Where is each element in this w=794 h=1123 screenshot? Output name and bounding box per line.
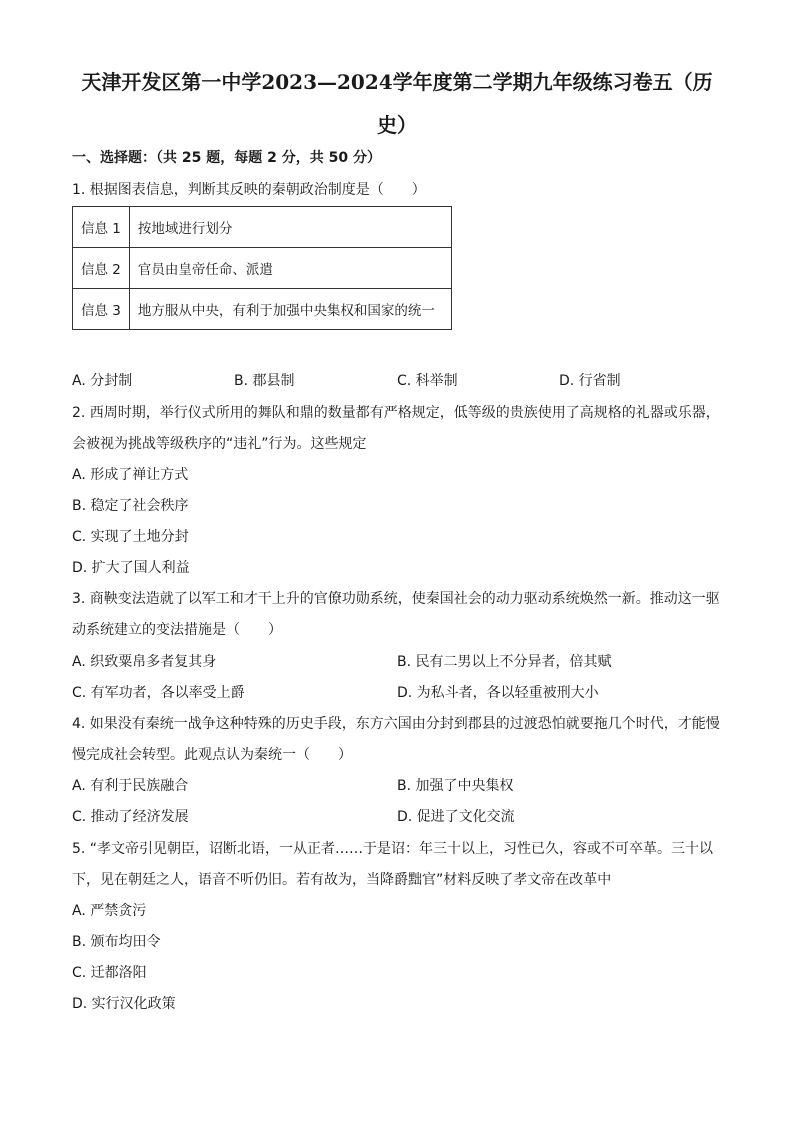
table-cell-key: 信息 3 — [73, 289, 130, 330]
question-5-stem-line1: 5. “孝文帝引见朝臣，诏断北语，一从正者……于是诏：年三十以上，习性已久，容或不可卒革。三十以 — [72, 841, 714, 857]
question-5-option-a[interactable]: A. 严禁贪污 — [72, 903, 147, 919]
question-2-stem-line1: 2. 西周时期，举行仪式所用的舞队和鼎的数量都有严格规定，低等级的贵族使用了高规格的礼器或乐器， — [72, 405, 720, 421]
question-1-stem: 1. 根据图表信息，判断其反映的秦朝政治制度是（ ） — [72, 182, 426, 198]
table-row — [73, 207, 452, 248]
question-3-stem-line1: 3. 商鞅变法造就了以军工和才干上升的官僚功勋系统，使秦国社会的动力驱动系统焕然一新。推动这一驱 — [72, 591, 720, 607]
question-1-option-b[interactable]: B. 郡县制 — [234, 373, 295, 389]
question-3-option-c[interactable]: C. 有军功者，各以率受上爵 — [72, 685, 245, 701]
question-4-option-d[interactable]: D. 促进了文化交流 — [397, 809, 515, 825]
question-3-option-d[interactable]: D. 为私斗者，各以轻重被刑大小 — [397, 685, 599, 701]
question-4-option-a[interactable]: A. 有利于民族融合 — [72, 778, 189, 794]
table-cell-key: 信息 1 — [73, 207, 130, 248]
question-1-info-table — [72, 206, 452, 330]
question-1-option-a[interactable]: A. 分封制 — [72, 373, 133, 389]
question-5-option-b[interactable]: B. 颁布均田令 — [72, 934, 161, 950]
question-2-option-b[interactable]: B. 稳定了社会秩序 — [72, 498, 189, 514]
question-2-option-a[interactable]: A. 形成了禅让方式 — [72, 467, 189, 483]
question-2-stem-line2: 会被视为挑战等级秩序的“违礼”行为。这些规定 — [72, 436, 367, 452]
exam-title-line2: 史） — [377, 113, 417, 137]
question-2-option-c[interactable]: C. 实现了土地分封 — [72, 529, 189, 545]
question-1-option-d[interactable]: D. 行省制 — [559, 373, 621, 389]
question-5-option-c[interactable]: C. 迁都洛阳 — [72, 965, 147, 981]
question-2-option-d[interactable]: D. 扩大了国人利益 — [72, 560, 190, 576]
question-3-option-b[interactable]: B. 民有二男以上不分异者，倍其赋 — [397, 654, 612, 670]
table-row — [73, 289, 452, 330]
question-4-stem-line2: 慢完成社会转型。此观点认为秦统一（ ） — [72, 747, 352, 763]
question-3-option-a[interactable]: A. 织致粟帛多者复其身 — [72, 654, 217, 670]
table-cell-value: 官员由皇帝任命、派遣 — [129, 248, 451, 289]
table-cell-key: 信息 2 — [73, 248, 130, 289]
exam-title-line1: 天津开发区第一中学2023—2024学年度第二学期九年级练习卷五（历 — [81, 70, 713, 94]
question-5-option-d[interactable]: D. 实行汉化政策 — [72, 996, 176, 1012]
question-5-stem-line2: 下，见在朝廷之人，语音不听仍旧。若有故为，当降爵黜官”材料反映了孝文帝在改革中 — [72, 872, 612, 888]
table-row — [73, 248, 452, 289]
question-4-option-b[interactable]: B. 加强了中央集权 — [397, 778, 514, 794]
question-3-stem-line2: 动系统建立的变法措施是（ ） — [72, 622, 282, 638]
section-heading: 一、选择题：（共 25 题，每题 2 分，共 50 分） — [72, 150, 381, 166]
question-1-option-c[interactable]: C. 科举制 — [397, 373, 458, 389]
question-4-option-c[interactable]: C. 推动了经济发展 — [72, 809, 189, 825]
table-cell-value: 按地域进行划分 — [129, 207, 451, 248]
question-4-stem-line1: 4. 如果没有秦统一战争这种特殊的历史手段，东方六国由分封到郡县的过渡恐怕就要拖几个时代，才能慢 — [72, 716, 720, 732]
table-cell-value: 地方服从中央，有利于加强中央集权和国家的统一 — [129, 289, 451, 330]
